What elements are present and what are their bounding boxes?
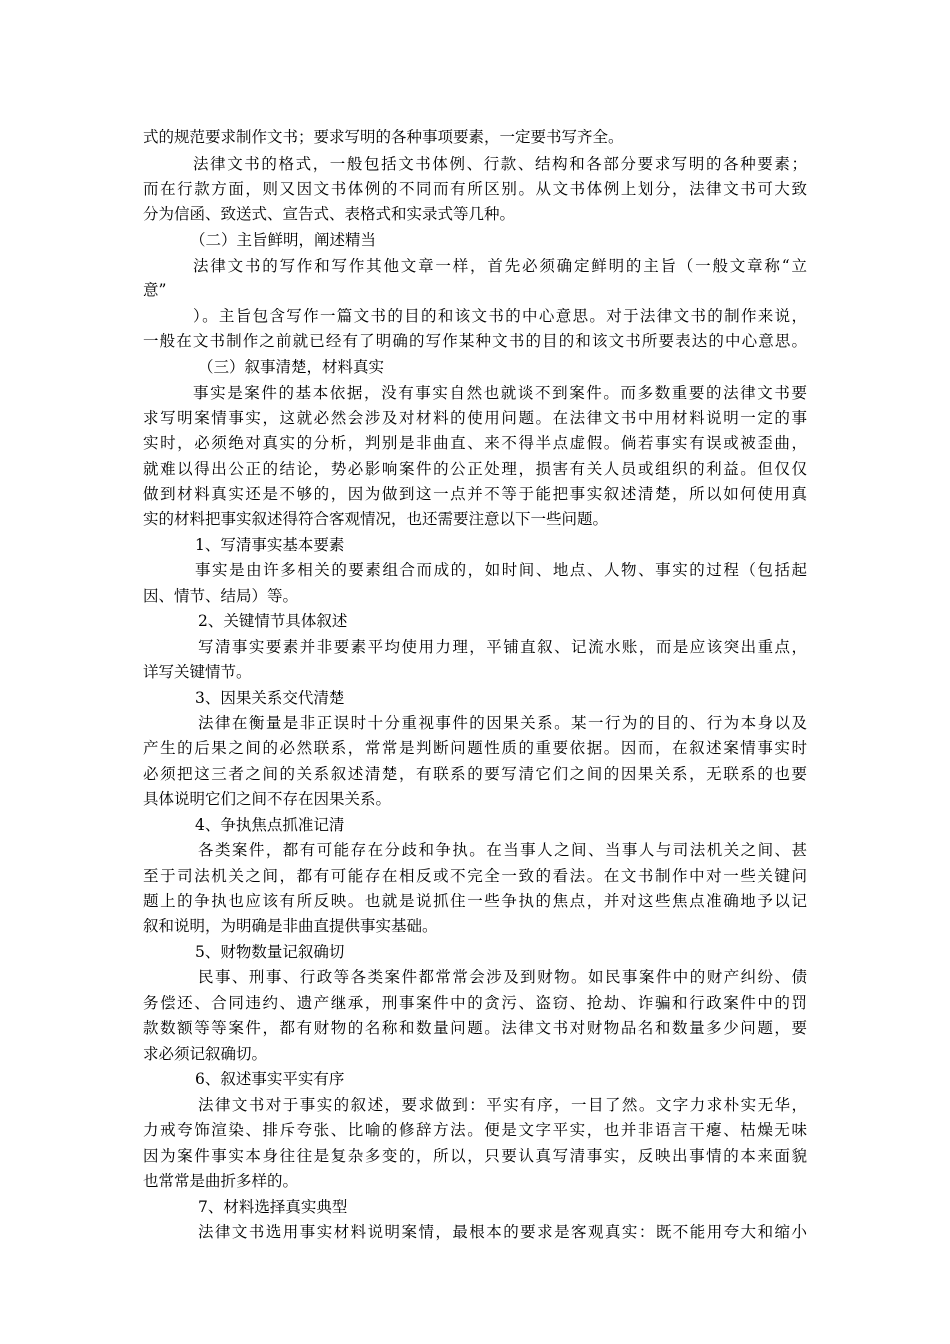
- text-line-30: 至于司法机关之间，都有可能存在相反或不完全一致的看法。在文书制作中对一些关键问: [143, 867, 807, 885]
- text-line-11: 事实是案件的基本依据，没有事实自然也就谈不到案件。而多数重要的法律文书要: [193, 384, 807, 402]
- text-line-7: 意”: [143, 281, 167, 299]
- text-line-27: 具体说明它们之间不存在因果关系。: [143, 790, 392, 808]
- text-line-37: 求必须记叙确切。: [143, 1045, 268, 1063]
- text-line-22: 详写关键情节。: [143, 663, 252, 681]
- text-line-29: 各类案件，都有可能存在分歧和争执。在当事人之间、当事人与司法机关之间、甚: [198, 841, 807, 859]
- text-line-9: 一般在文书制作之前就已经有了明确的写作某种文书的目的和该文书所要表达的中心意思。: [143, 332, 807, 350]
- text-line-34: 民事、刑事、行政等各类案件都常常会涉及到财物。如民事案件中的财产纠纷、债: [198, 968, 807, 986]
- text-line-12: 求写明案情事实，这就必然会涉及对材料的使用问题。在法律文书中用材料说明一定的事: [143, 409, 807, 427]
- section-heading-2: （二）主旨鲜明，阐述精当: [190, 231, 377, 249]
- subheading-3: 3、因果关系交代清楚: [195, 689, 345, 707]
- text-line-25: 产生的后果之间的必然联系，常常是判断问题性质的重要依据。因而，在叙述案情事实时: [143, 739, 807, 757]
- subheading-4: 4、争执焦点抓准记清: [195, 816, 345, 834]
- text-line-39: 法律文书对于事实的叙述，要求做到：平实有序，一目了然。文字力求朴实无华，: [198, 1096, 807, 1114]
- text-line-2: 法律文书的格式，一般包括文书体例、行款、结构和各部分要求写明的各种要素；: [193, 155, 807, 173]
- text-line-26: 必须把这三者之间的关系叙述清楚，有联系的要写清它们之间的因果关系，无联系的也要: [143, 765, 807, 783]
- text-line-19: 因、情节、结局）等。: [143, 587, 299, 605]
- text-line-31: 题上的争执也应该有所反映。也就是说抓住一些争执的焦点，并对这些焦点准确地予以记: [143, 892, 807, 910]
- subheading-6: 6、叙述事实平实有序: [195, 1070, 345, 1088]
- text-line-32: 叙和说明，为明确是非曲直提供事实基础。: [143, 917, 438, 935]
- text-line-15: 做到材料真实还是不够的，因为做到这一点并不等于能把事实叙述清楚，所以如何使用真: [143, 485, 807, 503]
- subheading-5: 5、财物数量记叙确切: [195, 943, 345, 961]
- subheading-7: 7、材料选择真实典型: [198, 1198, 348, 1216]
- text-line-18: 事实是由许多相关的要素组合而成的，如时间、地点、人物、事实的过程（包括起: [195, 561, 807, 579]
- text-line-13: 实时，必须绝对真实的分析，判别是非曲直、来不得半点虚假。倘若事实有误或被歪曲，: [143, 434, 807, 452]
- text-line-44: 法律文书选用事实材料说明案情，最根本的要求是客观真实：既不能用夸大和缩小: [198, 1223, 807, 1241]
- text-line-36: 款数额等等案件，都有财物的名称和数量问题。法律文书对财物品名和数量多少问题，要: [143, 1019, 807, 1037]
- text-line-6: 法律文书的写作和写作其他文章一样，首先必须确定鲜明的主旨（一般文章称“立: [193, 257, 807, 275]
- subheading-2: 2、关键情节具体叙述: [198, 612, 348, 630]
- text-line-1: 式的规范要求制作文书；要求写明的各种事项要素，一定要书写齐全。: [143, 128, 624, 146]
- subheading-1: 1、写清事实基本要素: [195, 536, 345, 554]
- text-line-14: 就难以得出公正的结论，势必影响案件的公正处理，损害有关人员或组织的利益。但仅仅: [143, 460, 807, 478]
- text-line-3: 而在行款方面，则又因文书体例的不同而有所区别。从文书体例上划分，法律文书可大致: [143, 180, 807, 198]
- text-line-8: ）。主旨包含写作一篇文书的目的和该文书的中心意思。对于法律文书的制作来说，: [193, 307, 807, 325]
- section-heading-3: （三）叙事清楚，材料真实: [198, 358, 385, 376]
- text-line-16: 实的材料把事实叙述得符合客观情况，也还需要注意以下一些问题。: [143, 510, 609, 528]
- text-line-40: 力戒夸饰渲染、排斥夸张、比喻的修辞方法。便是文字平实，也并非语言干瘪、枯燥无味: [143, 1121, 807, 1139]
- text-line-21: 写清事实要素并非要素平均使用力理，平铺直叙、记流水账，而是应该突出重点，: [198, 638, 807, 656]
- text-line-41: 因为案件事实本身往往是复杂多变的，所以，只要认真写清事实，反映出事情的本来面貌: [143, 1147, 807, 1165]
- text-line-35: 务偿还、合同违约、遗产继承，刑事案件中的贪污、盗窃、抢劫、诈骗和行政案件中的罚: [143, 994, 807, 1012]
- text-line-4: 分为信函、致送式、宣告式、表格式和实录式等几种。: [143, 205, 516, 223]
- text-line-24: 法律在衡量是非正误时十分重视事件的因果关系。某一行为的目的、行为本身以及: [198, 714, 807, 732]
- text-line-42: 也常常是曲折多样的。: [143, 1172, 299, 1190]
